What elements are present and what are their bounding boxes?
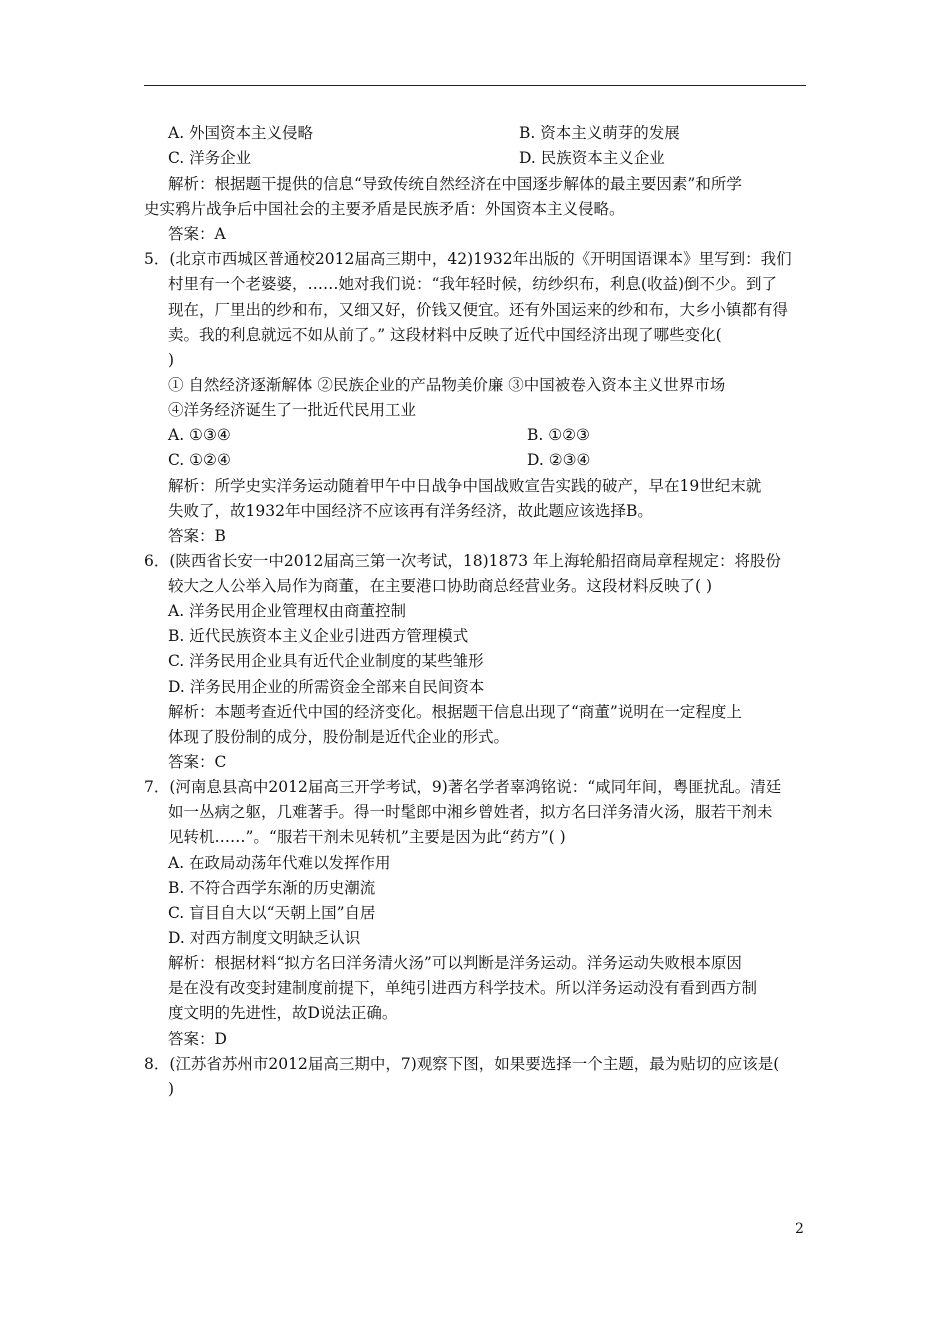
q5-stem-line: 卖。我的利息就远不如从前了。” 这段材料中反映了近代中国经济出现了哪些变化( xyxy=(168,326,722,344)
q5-analysis-line: 失败了，故1932年中国经济不应该再有洋务经济，故此题应该选择B。 xyxy=(168,502,653,520)
q7-analysis-line: 是在没有改变封建制度前提下，单纯引进西方科学技术。所以洋务运动没有看到西方制 xyxy=(168,979,758,997)
q7-stem-line: 如一丛病之躯，几难著手。得一时髦郎中湘乡曾姓者，拟方名曰洋务清火汤，服若干剂未 xyxy=(168,803,773,821)
q4-analysis-line: 解析：根据题干提供的信息“导致传统自然经济在中国逐步解体的最主要因素”和所学 xyxy=(168,175,742,193)
q5-stem-line: 现在，厂里出的纱和布，又细又好，价钱又便宜。还有外国运来的纱和布，大乡小镇都有得 xyxy=(168,301,789,319)
q7-analysis-line: 度文明的先进性，故D说法正确。 xyxy=(168,1004,398,1022)
q8-stem-line: 8．(江苏省苏州市2012届高三期中，7)观察下图，如果要选择一个主题，最为贴切的应该是( xyxy=(144,1055,780,1073)
q5-option-c: C. ①②④ xyxy=(168,451,231,469)
q4-analysis-line: 史实鸦片战争后中国社会的主要矛盾是民族矛盾：外国资本主义侵略。 xyxy=(144,200,625,218)
q8-stem-line: ) xyxy=(168,1080,175,1098)
q4-option-d: D. 民族资本主义企业 xyxy=(519,149,665,167)
q4-option-a: A. 外国资本主义侵略 xyxy=(168,124,314,142)
q5-analysis-line: 解析：所学史实洋务运动随着甲午中日战争中国战败宣告实践的破产，早在19世纪末就 xyxy=(168,477,762,495)
header-rule xyxy=(144,85,806,86)
q4-option-b: B. 资本主义萌芽的发展 xyxy=(519,124,680,142)
q5-stem-line: ) xyxy=(168,351,175,369)
q7-stem-line: 见转机……”。“服若干剂未见转机”主要是因为此“药方”( ) xyxy=(168,828,566,846)
q6-option-b: B. 近代民族资本主义企业引进西方管理模式 xyxy=(168,627,469,645)
q6-option-d: D. 洋务民用企业的所需资金全部来自民间资本 xyxy=(168,678,485,696)
q5-option-a: A. ①③④ xyxy=(168,426,231,444)
q5-stem-line: 5．(北京市西城区普通校2012届高三期中，42)1932年出版的《开明国语课本》里写到：我们 xyxy=(144,250,792,268)
q5-item-line: ④洋务经济诞生了一批近代民用工业 xyxy=(168,401,417,419)
q6-analysis-line: 体现了股份制的成分，股份制是近代企业的形式。 xyxy=(168,728,510,746)
q6-analysis-line: 解析：本题考查近代中国的经济变化。根据题干信息出现了“商董”说明在一定程度上 xyxy=(168,703,742,721)
q6-option-a: A. 洋务民用企业管理权由商董控制 xyxy=(168,602,407,620)
q7-analysis-line: 解析：根据材料“拟方名曰洋务清火汤”可以判断是洋务运动。洋务运动失败根本原因 xyxy=(168,954,742,972)
q4-option-c: C. 洋务企业 xyxy=(168,149,252,167)
q5-option-d: D. ②③④ xyxy=(527,451,591,469)
q6-answer: 答案：C xyxy=(168,753,227,771)
q7-stem-line: 7．(河南息县高中2012届高三开学考试，9)著名学者辜鸿铭说：“咸同年间，粤匪扰乱。清廷 xyxy=(144,778,782,796)
q6-stem-line: 较大之人公举入局作为商董，在主要港口协助商总经营业务。这段材料反映了( ) xyxy=(168,577,713,595)
q5-item-line: ① 自然经济逐渐解体 ②民族企业的产品物美价廉 ③中国被卷入资本主义世界市场 xyxy=(168,376,726,394)
q4-answer: 答案：A xyxy=(168,225,226,243)
q5-answer: 答案：B xyxy=(168,527,226,545)
q7-answer: 答案：D xyxy=(168,1030,227,1048)
q6-option-c: C. 洋务民用企业具有近代企业制度的某些雏形 xyxy=(168,652,484,670)
q7-option-a: A. 在政局动荡年代难以发挥作用 xyxy=(168,854,391,872)
q5-stem-line: 村里有一个老婆婆，……她对我们说：“我年轻时候，纺纱织布，利息(收益)倒不少。到了 xyxy=(168,275,778,293)
page-number: 2 xyxy=(795,1221,804,1237)
q7-option-d: D. 对西方制度文明缺乏认识 xyxy=(168,929,361,947)
q7-option-b: B. 不符合西学东渐的历史潮流 xyxy=(168,879,376,897)
q5-option-b: B. ①②③ xyxy=(527,426,590,444)
q6-stem-line: 6．(陕西省长安一中2012届高三第一次考试，18)1873 年上海轮船招商局章程规定：将股份 xyxy=(144,552,782,570)
q7-option-c: C. 盲目自大以“天朝上国”自居 xyxy=(168,904,376,922)
